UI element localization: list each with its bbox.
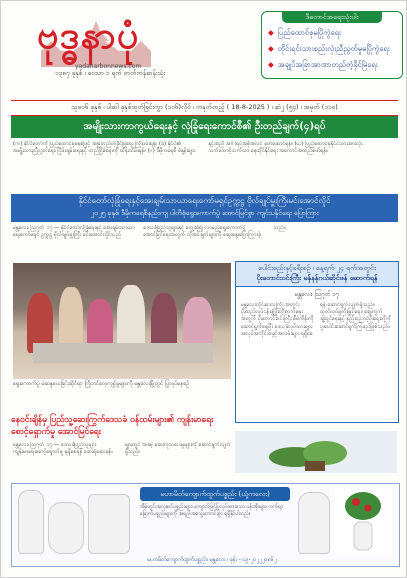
lead-story-text: မန္တလေး၊ ဩဂုတ် ၁၇ — နိုင်ငံတော်လုံခြုံရေးနှင့် အေးချမ်းသာယာရေးကော်မရှင် ဥက္ကဋ္ဌ ဗိုလ်ချုပ်မှူးကြီး မင်းအောင်လှိုင်သည် ဒေသခံပြည်သူများနှင့် တွေ့ဆုံ၍ လာမည့်ရွေးကောက်ပွဲ အောင်မြင်ရေးအတွက် လိုအပ်ချက်များကို ဆွေးနွေးပြောကြားခဲ့သည်။ [13,225,286,239]
lead-photo [13,263,231,379]
side-story-box [235,261,399,423]
three-causes-heading: ဒီတောင်အရေးသုံးပါး [282,11,382,23]
vase-image [298,492,330,554]
lead-photo-caption: ရွေးကောက်ပွဲ မဲဆန္ဒပေးခြင်းဆိုင်ရာ ကြိုတင်လေ့ကျင့်မှုများကို မန္တလေးမြို့တွင် ပြုလုပ်နေစဉ် [13,381,190,387]
side-story-subheading: ပိုးတောင်းဝင်းကြီး မန်နန်ဂယ်ဆိုင်ဖန် ဆောက်ရန် [256,274,378,282]
newspaper-title: ဗုဒ္ဓနာပုံ [37,12,140,57]
plant-vase-image [334,488,392,554]
vase-image [18,490,44,554]
three-causes-box [261,11,403,79]
side-story-byline: မန္တလေး၊ ဩဂုတ် ၁၇ [294,291,340,298]
cause-item: ◆ အချုပ်အခြာအာဏာတည်တံ့ခိုင်မြဲရေး [268,60,378,69]
cause-item: ◆ တိုင်းရင်းသားစည်းလုံးညီညွတ်မှုမပြိုကွဲရေး [268,44,390,53]
headline-lead-line1: နိုင်ငံတော်လုံခြုံရေးနှင့်အေးချမ်းသာယာရေးကော်မရှင်ဥက္ကဋ္ဌ ဗိုလ်ချုပ်မှူးကြီးမင်းအောင်လှိုင် [78,196,331,205]
health-story-text: မန္တလေး၊ ဩဂုတ် ၁၇ — ဒေသခံပြည်သူများ ကျန်းမာရေးစောင့်ရှောက်မှု ရရှိစေရန် ဆေးရုံဆေးခန်းများတွင် အခမဲ့ ဆေးကုသပေးမှုများကို ဆောင်ရွက်လျက်ရှိသည်။ [13,442,231,456]
objectives-text: (က) နိုင်ငံတော်ကို ပြည်ထောင်စုစနစ်ဖြင့် အမြဲတည်တံ့ခိုင်မြဲရေး ကြိုးပမ်းရန်။ (ခ) နိုင်ငံ၏ အမျိုးသားညီညွတ်ရေး၊ ငြိမ်းချမ်းရေးနှင့် တည်ငြိမ်ရေးကို ထိန်းသိမ်းရန်။ (ဂ) ဒီမိုကရေစီ စံနှုန်းများနှင့်အညီ အင်္ဂါရပ်အစုံအလင် ဖော်ဆောင်ရန်။ (ဃ) ပြည်ထောင်စုနိုင်ငံသားအားလုံး သက်သောင့်သက်သာ နေထိုင်နိုင်ရေး အကောင်အထည်ဖော်ရန်။ [13,141,363,155]
ad-footer: မဟာမိတ်ကျောက်ထွက်ပစ္စည်း၊ မန္တလေး ၊ ဖုန်း - ၀၉-၂၀၂၂၂၀၈၆၂ [147,557,277,563]
headline-objectives: အမျိုးသားကာကွယ်ရေးနှင့် လုံခြုံရေးကောင်စီ၏ ဦးတည်ချက်(၄)ရပ် [11,116,398,138]
three-causes-list [268,28,390,76]
ad-title: မဟာမိတ်ကျောက်ထွက်ပစ္စည်း (ယုံ့ကလေး) [140,487,290,501]
vase-image [88,494,130,554]
website-url: yadanarbonnews.com [75,63,142,70]
diamond-bullet-icon: ◆ [268,44,274,53]
dateline: သုဓ၀၆ ခုနှစ် ၊ ပါဆါ ခုနှစ်ထုတ်ခြင်းကွာ (၁၀၆)လိုင် ၊ ကနုတ်တည့် ( 18-8-2025 ) ၊ ဆဲ၂ (၅၄) ၊ အမှတ် (၁၁၀) [11,100,398,116]
diamond-bullet-icon: ◆ [268,60,274,69]
issue-line: ၁၃၈၇ ခုနှစ် ၊ ဝေသာ ၁ ရက် တတ်ကန်ဆန်းသုံး [55,69,166,77]
side-story-text: မန္တလေးတိုင်းဒေသကြီး အတွင်း ပိုးထည်လုပ်ငန်းဖွံ့ဖြိုးတိုးတက်ရေးအတွက် ပိုးတောင်းဝင်းကြီး စီမံကိန်းကို ဆောင်ရွက်နေပြီး ဒေသခံလုပ်သားများ အလုပ်အကိုင်အခွင့်အလမ်းများ ရရှိစေရန် ဆောင်ရွက်လျက်ရှိသည်။ ထုတ်လုပ်မှုတိုးမြှင့်ရေး၊ ဈေးကွက်ချဲ့ထွင်ရေးနှင့် နည်းပညာပံ့ပိုးရေးတို့ကို ပူးပေါင်းဆောင်ရွက်ကြမည်ဖြစ်သည်။ [241,302,392,337]
vase-image [48,502,84,554]
plant-photo [235,431,397,473]
headline-lead-story [11,194,398,222]
title-area [15,9,255,95]
headline-lead-line2: ၂၀၂၅ ခုနှစ် ဒီမိုကရေစီနည်းကျ ပါတီစုံရွေးကောက်ပွဲ အောင်မြင်စွာ ကျင်းပနိုင်ရေး ပြောကြား [90,209,319,217]
cause-item: ◆ ပြည်ထောင်စုမပြိုကွဲရေး [268,28,341,37]
side-story-heading: ပေါင်းစည်းနှင့်ခရီးစဉ် ၊ နေ့ရက် ၂၄ ရက်အတွင်း ပိုးတောင်းဝင်းကြီး မန်နန်ဂယ်ဆိုင်ဖန် ဆောက်ရန် [236,262,398,287]
headline-health-story: နေဝင်းချိန်မှ ပြည်သူ့ဆေးကြွက်ဒေသခံ ဝန်ထမ်းများ၏ ကျန်းမာရေးစောင့်ရှောက်မှု အောင်မြင်ရေး [11,415,214,437]
advertisement [11,483,400,567]
masthead [11,9,398,95]
ad-text: အိမ်တွင်းအလှဆင်ပစ္စည်းများ၊ ကျောက်ဖြင့်ပြုလုပ်ထားသော ပန်းအိုးများ၊ လက်ရာမြောက်ပစ္စည်းများကို အရည်အသွေးကောင်းစွာ ရရှိနိုင်ပါသည်။ [140,504,283,517]
diamond-bullet-icon: ◆ [268,28,274,37]
